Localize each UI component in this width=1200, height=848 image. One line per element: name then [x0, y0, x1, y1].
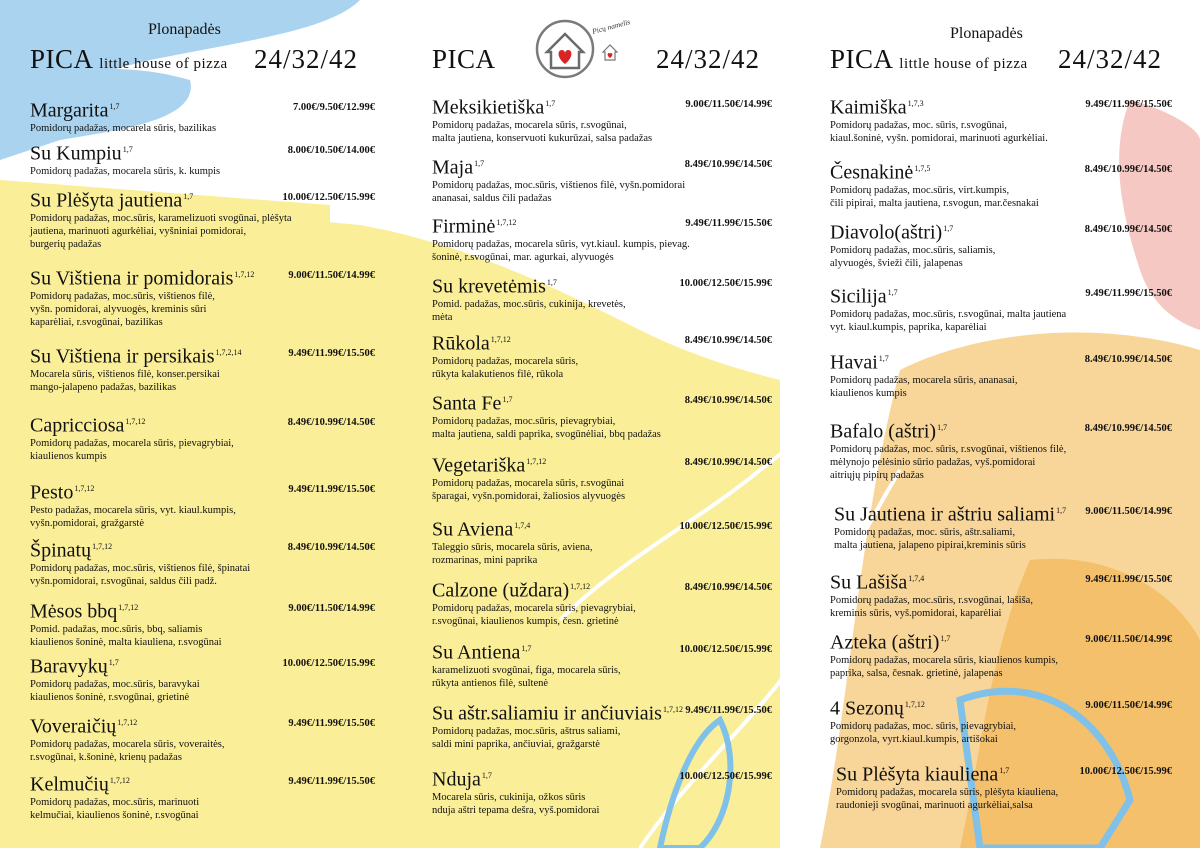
item-description-line: kiaulienos šoninė, r.svogūnai, grietinė [30, 692, 190, 704]
column-heading [830, 44, 1028, 75]
menu-item [830, 417, 1172, 483]
item-name-text: Firminė [432, 215, 496, 238]
item-description-line: Pomidorų padažas, moc. sūris, aštr.saliami, [834, 526, 1016, 538]
item-description-line: Pomidorų padažas, mocarela sūris, r.svogūnai [432, 477, 625, 489]
item-name-text: Kelmučių [30, 773, 109, 796]
heading-tagline: little house of pizza [99, 56, 228, 72]
item-name-text: Su Plėšyta kiauliena [836, 763, 999, 786]
menu-item [432, 765, 772, 817]
item-description-line: Pomidorų padažas, moc.sūris, aštrus saliami, [432, 725, 621, 737]
menu-item [30, 342, 375, 394]
item-description-line: malta jautiena, konservuoti kukurūzai, salsa padažas [432, 133, 653, 145]
menu-item [30, 264, 375, 330]
allergen-codes: 1,7,12 [570, 582, 591, 591]
item-name-text: Špinatų [30, 539, 92, 562]
item-description-line: Pomidorų padažas, moc.sūris, vištienos filė, špinatai [30, 562, 251, 574]
item-price: 9.49€/11.99€/15.50€ [685, 218, 772, 229]
item-name-text: Su Jautiena ir aštriu saliami [834, 503, 1056, 526]
item-description-line: kiaul.šoninė, vyšn. pomidorai, marinuoti agurkėliai. [830, 133, 1048, 145]
item-description-line: Pomidorų padažas, mocarela sūris, pievagrybiai, [432, 602, 636, 614]
item-description-line: Pomidorų padažas, mocarela sūris, k. kumpis [30, 165, 221, 177]
item-description-line: vyšn. pomidorai, alyvuogės, kreminis sūri [30, 304, 207, 316]
menu-item [432, 329, 772, 381]
menu-item [830, 282, 1172, 334]
item-description-line: Pomidorų padažas, mocarela sūris, voveraitės, [30, 738, 225, 750]
item-price: 9.49€/11.99€/15.50€ [1085, 99, 1172, 110]
allergen-codes: 1,7,12 [526, 457, 547, 466]
allergen-codes: 1,7 [502, 395, 513, 404]
menu-item [830, 568, 1172, 620]
item-name-text: Su aštr.saliamiu ir ančiuviais [432, 702, 662, 725]
item-description-line: vyt. kiaul.kumpis, paprika, kaparėliai [830, 322, 987, 334]
item-description-line: šoninė, r.svogūnai, mar. agurkai, alyvuogės [432, 252, 614, 264]
item-name-text: Vegetariška [432, 454, 526, 477]
house-heart-logo [535, 14, 632, 84]
allergen-codes: 1,7 [545, 99, 556, 108]
menu-item [30, 770, 375, 822]
item-price: 9.00€/11.50€/14.99€ [1085, 700, 1172, 711]
item-name-text: Sicilija [830, 285, 887, 308]
item-name-text: Su Plėšyta jautiena [30, 189, 183, 212]
menu-item [830, 760, 1172, 812]
item-name-text: Su Aviena [432, 518, 514, 541]
heading-sizes: 24/32/42 [656, 44, 761, 74]
menu-item [830, 218, 1172, 270]
item-name-text: Su Antiena [432, 641, 521, 664]
item-description-line: vyšn.pomidorai, r.svogūnai, saldus čili padž. [30, 576, 217, 588]
item-price: 8.49€/10.99€/14.50€ [684, 335, 772, 346]
item-description-line: Pomidorų padažas, mocarela sūris, ananasai, [830, 374, 1018, 386]
item-price: 7.00€/9.50€/12.99€ [293, 102, 375, 113]
item-price: 10.00€/12.50€/15.99€ [679, 771, 772, 782]
item-description-line: Pomidorų padažas, moc.sūris, karamelizuoti svogūnai, plėšyta [30, 212, 292, 224]
item-description-line: mango-jalapeno padažas, bazilikas [30, 382, 177, 394]
allergen-codes: 1,7 [109, 102, 120, 111]
menu-item [30, 96, 375, 135]
item-name-text: Bafalo (aštri) [830, 420, 937, 443]
item-name-text: Capricciosa [30, 414, 125, 437]
item-description-line: Pomidorų padažas, mocarela sūris, bazilikas [30, 122, 217, 134]
item-description-line: kiaulienos kumpis [30, 451, 107, 463]
allergen-codes: 1,7 [937, 423, 948, 432]
item-description-line: kreminis sūris, vyš.pomidorai, kaparėliai [830, 608, 1002, 620]
item-description-line: Pomidorų padažas, moc. sūris, r.svogūnai, vištienos filė, [830, 443, 1067, 455]
item-description-line: alyvuogės, švieži čili, jalapenas [830, 258, 963, 270]
item-name-text: Su Vištiena ir pomidorais [30, 267, 234, 290]
item-price: 8.49€/10.99€/14.50€ [684, 457, 772, 468]
menu-item [432, 451, 772, 503]
menu-item [830, 93, 1172, 145]
item-name-text: Havai [830, 351, 878, 374]
allergen-codes: 1,7,12 [490, 335, 511, 344]
item-name-text: Santa Fe [432, 392, 502, 415]
item-name-text: 4 Sezonų [830, 697, 904, 720]
allergen-codes: 1,7,12 [496, 218, 517, 227]
item-description-line: burgerių padažas [30, 239, 102, 251]
allergen-codes: 1,7,2,14 [215, 348, 242, 357]
item-description-line: vyšn.pomidorai, gražgarstė [30, 518, 145, 530]
allergen-codes: 1,7,12 [234, 270, 255, 279]
item-description-line: malta jautiena, jalapeno pipirai,kreminis sūris [834, 540, 1026, 552]
item-description-line: čili pipirai, malta jautiena, r.svogun, mar.česnakai [830, 198, 1039, 210]
item-price: 9.00€/11.50€/14.99€ [1085, 634, 1172, 645]
menu-item [432, 93, 772, 145]
allergen-codes: 1,7,12 [118, 603, 139, 612]
item-name-text: Česnakinė [830, 161, 914, 184]
item-name-text: Calzone (uždara) [432, 579, 570, 602]
item-price: 8.00€/10.50€/14.00€ [287, 145, 375, 156]
allergen-codes: 1,7,4 [908, 574, 925, 583]
item-price: 8.49€/10.99€/14.50€ [287, 542, 375, 553]
item-price: 8.49€/10.99€/14.50€ [684, 582, 772, 593]
item-description-line: Pomidorų padažas, moc.sūris, marinuoti [30, 796, 200, 808]
item-price: 8.49€/10.99€/14.50€ [684, 395, 772, 406]
item-price: 8.49€/10.99€/14.50€ [1084, 423, 1172, 434]
allergen-codes: 1,7 [943, 224, 954, 233]
item-description-line: rūkyta kalakutienos filė, rūkola [432, 369, 564, 381]
menu-item [432, 699, 772, 751]
item-description-line: Pomid. padažas, moc.sūris, cukinija, krevetės, [432, 298, 626, 310]
heading-tagline: little house of pizza [899, 56, 1028, 72]
item-description-line: Pomidorų padažas, moc.sūris, r.svogūnai, lašiša, [830, 594, 1033, 606]
item-description-line: ananasai, saldus čili padažas [432, 193, 552, 205]
item-price: 8.49€/10.99€/14.50€ [1084, 354, 1172, 365]
item-description-line: Mocarela sūris, vištienos filė, konser.persikai [30, 368, 220, 380]
item-price: 8.49€/10.99€/14.50€ [1084, 224, 1172, 235]
item-name-text: Pesto [30, 481, 74, 504]
menu-item [30, 139, 375, 178]
item-description-line: kiaulienos šoninė, malta kiauliena, r.svogūnai [30, 637, 222, 649]
menu-item [432, 515, 772, 567]
menu-item [30, 652, 375, 704]
item-price: 10.00€/12.50€/15.99€ [1079, 766, 1172, 777]
item-description-line: Taleggio sūris, mocarela sūris, aviena, [432, 541, 593, 553]
menu-item [30, 186, 375, 252]
item-description-line: r.svogūnai, k.šoninė, krienų padažas [30, 752, 182, 764]
item-description-line: Pomidorų padažas, mocarela sūris, [432, 355, 579, 367]
allergen-codes: 1,7 [1056, 506, 1067, 515]
column-heading [432, 44, 496, 75]
allergen-codes: 1,7,12 [92, 542, 113, 551]
allergen-codes: 1,7,12 [117, 718, 138, 727]
item-description-line: kaparėliai, r.svogūnai, bazilikas [30, 317, 163, 329]
item-name-text: Mėsos bbq [30, 600, 118, 623]
menu-item [30, 478, 375, 530]
item-price: 8.49€/10.99€/14.50€ [287, 417, 375, 428]
allergen-codes: 1,7 [122, 145, 133, 154]
menu-item [830, 628, 1172, 680]
item-name-text: Nduja [432, 768, 481, 791]
allergen-codes: 1,7 [546, 278, 557, 287]
menu-item [830, 158, 1172, 210]
allergen-codes: 1,7 [999, 766, 1010, 775]
allergen-codes: 1,7 [108, 658, 119, 667]
menu-item [432, 638, 772, 690]
item-description-line: Pomidorų padažas, moc. sūris, pievagrybiai, [830, 720, 1017, 732]
item-name-text: Voveraičių [30, 715, 117, 738]
menu-item [432, 212, 772, 264]
item-description-line: paprika, salsa, česnak. grietinė, jalapenas [830, 668, 1003, 680]
column-subtitle: Plonapadės [950, 25, 1023, 42]
item-price: 9.49€/11.99€/15.50€ [1085, 288, 1172, 299]
item-description-line: karamelizuoti svogūnai, figa, mocarela sūris, [432, 664, 621, 676]
heading-pica: PICA [30, 44, 93, 74]
allergen-codes: 1,7,12 [125, 417, 146, 426]
item-price: 9.00€/11.50€/14.99€ [288, 270, 375, 281]
item-price: 10.00€/12.50€/15.99€ [679, 278, 772, 289]
menu-item [30, 597, 375, 649]
menu-item [830, 500, 1172, 552]
item-price: 9.00€/11.50€/14.99€ [288, 603, 375, 614]
item-description-line: Pomidorų padažas, mocarela sūris, r.svogūnai, [432, 119, 627, 131]
item-description-line: rozmarinas, mini paprika [432, 555, 538, 567]
logo-text: Picų namelis [591, 17, 632, 36]
item-name-text: Su Lašiša [830, 571, 908, 594]
allergen-codes: 1,7 [878, 354, 889, 363]
item-price: 8.49€/10.99€/14.50€ [684, 159, 772, 170]
item-description-line: Pomidorų padažas, moc.sūris, virt.kumpis, [830, 184, 1010, 196]
item-description-line: aitriųjų pipirų padažas [830, 470, 924, 482]
item-name-text: Margarita [30, 99, 109, 122]
item-description-line: Pomidorų padažas, moc.sūris, saliamis, [830, 244, 996, 256]
heading-sizes: 24/32/42 [254, 44, 359, 74]
menu-item [432, 576, 772, 628]
allergen-codes: 1,7 [521, 644, 532, 653]
item-price: 9.00€/11.50€/14.99€ [685, 99, 772, 110]
menu-item [432, 153, 772, 205]
item-name-text: Diavolo(aštri) [830, 221, 943, 244]
item-description-line: mėta [432, 312, 453, 324]
allergen-codes: 1,7,12 [904, 700, 925, 709]
heading-pica: PICA [432, 44, 496, 74]
item-description-line: Pomidorų padažas, moc. sūris, r.svogūnai, [830, 119, 1008, 131]
item-price: 9.49€/11.99€/15.50€ [685, 705, 772, 716]
item-name-text: Kaimiška [830, 96, 907, 119]
item-name-text: Azteka (aštri) [830, 631, 940, 654]
item-description-line: nduja aštri tepama dešra, vyš.pomidorai [432, 805, 600, 817]
allergen-codes: 1,7 [887, 288, 898, 297]
item-description-line: Mocarela sūris, cukinija, ožkos sūris [432, 791, 586, 803]
menu-item [30, 411, 375, 463]
item-price: 9.00€/11.50€/14.99€ [1085, 506, 1172, 517]
allergen-codes: 1,7 [481, 771, 492, 780]
item-description-line: r.svogūnai, kiaulienos kumpis, česn. grietinė [432, 616, 619, 628]
item-price: 10.00€/12.50€/15.99€ [282, 192, 375, 203]
item-description-line: kiaulienos kumpis [830, 388, 907, 400]
item-description-line: Pomidorų padažas, mocarela sūris, pievagrybiai, [30, 437, 234, 449]
item-name-text: Su krevetėmis [432, 275, 546, 298]
item-description-line: Pomidorų padažas, moc.sūris, r.svogūnai, malta jautiena [830, 308, 1067, 320]
menu-item [830, 694, 1172, 746]
item-name-text: Su Vištiena ir persikais [30, 345, 215, 368]
item-description-line: jautiena, marinuoti agurkėliai, vyšniniai pomidorai, [30, 226, 247, 238]
item-description-line: kelmučiai, kiaulienos šoninė, r.svogūnai [30, 810, 199, 822]
menu-item [830, 348, 1172, 400]
allergen-codes: 1,7,3 [907, 99, 924, 108]
item-description-line: Pomidorų padažas, mocarela sūris, plėšyta kiauliena, [836, 786, 1059, 798]
item-price: 9.49€/11.99€/15.50€ [1085, 574, 1172, 585]
item-price: 10.00€/12.50€/15.99€ [282, 658, 375, 669]
allergen-codes: 1,7,5 [914, 164, 931, 173]
item-name-text: Rūkola [432, 332, 490, 355]
item-description-line: gorgonzola, vyrt.kiaul.kumpis, artišokai [830, 734, 998, 746]
item-price: 9.49€/11.99€/15.50€ [288, 484, 375, 495]
allergen-codes: 1,7,4 [514, 521, 531, 530]
item-price: 9.49€/11.99€/15.50€ [288, 348, 375, 359]
item-price: 9.49€/11.99€/15.50€ [288, 776, 375, 787]
allergen-codes: 1,7,12 [109, 776, 130, 785]
item-description-line: Pomidorų padažas, mocarela sūris, vyt.kiaul. kumpis, pievag. [432, 238, 690, 250]
allergen-codes: 1,7 [183, 192, 194, 201]
item-description-line: rūkyta antienos filė, sultenė [432, 678, 549, 690]
column-subtitle: Plonapadės [148, 21, 221, 38]
allergen-codes: 1,7,12 [74, 484, 95, 493]
menu-item [432, 389, 772, 441]
heading-sizes: 24/32/42 [1058, 44, 1163, 74]
item-description-line: saldi mini paprika, ančiuviai, gražgarstė [432, 739, 600, 751]
item-description-line: raudonieji svogūnai, marinuoti agurkėliai,salsa [836, 800, 1033, 812]
allergen-codes: 1,7,12 [662, 705, 683, 714]
item-price: 10.00€/12.50€/15.99€ [679, 644, 772, 655]
item-description-line: Pomidorų padažas, moc.sūris, pievagrybiai, [432, 415, 616, 427]
item-name-text: Meksikietiška [432, 96, 545, 119]
item-description-line: Pesto padažas, mocarela sūris, vyt. kiaul.kumpis, [30, 504, 236, 516]
item-name-text: Maja [432, 156, 474, 179]
item-description-line: Pomidorų padažas, moc.sūris, baravykai [30, 678, 200, 690]
column-heading [30, 44, 228, 75]
item-name-text: Su Kumpiu [30, 142, 122, 165]
item-price: 9.49€/11.99€/15.50€ [288, 718, 375, 729]
menu-item [432, 272, 772, 324]
item-description-line: mėlynojo pelėsinio sūrio padažas, vyš.pomidorai [830, 457, 1036, 469]
menu-item [30, 712, 375, 764]
item-price: 10.00€/12.50€/15.99€ [679, 521, 772, 532]
item-description-line: Pomidorų padažas, mocarela sūris, kiaulienos kumpis, [830, 654, 1059, 666]
item-description-line: šparagai, vyšn.pomidorai, žaliosios alyvuogės [432, 491, 626, 503]
item-description-line: Pomidorų padažas, moc.sūris, vištienos filė, [30, 290, 215, 302]
item-price: 8.49€/10.99€/14.50€ [1084, 164, 1172, 175]
menu-item [30, 536, 375, 588]
heading-pica: PICA [830, 44, 893, 74]
allergen-codes: 1,7 [940, 634, 951, 643]
allergen-codes: 1,7 [474, 159, 485, 168]
item-description-line: Pomidorų padažas, moc.sūris, vištienos filė, vyšn.pomidorai [432, 179, 686, 191]
item-description-line: malta jautiena, saldi paprika, svogūnėliai, bbq padažas [432, 429, 661, 441]
item-name-text: Baravykų [30, 655, 108, 678]
item-description-line: Pomid. padažas, moc.sūris, bbq, saliamis [30, 623, 203, 635]
